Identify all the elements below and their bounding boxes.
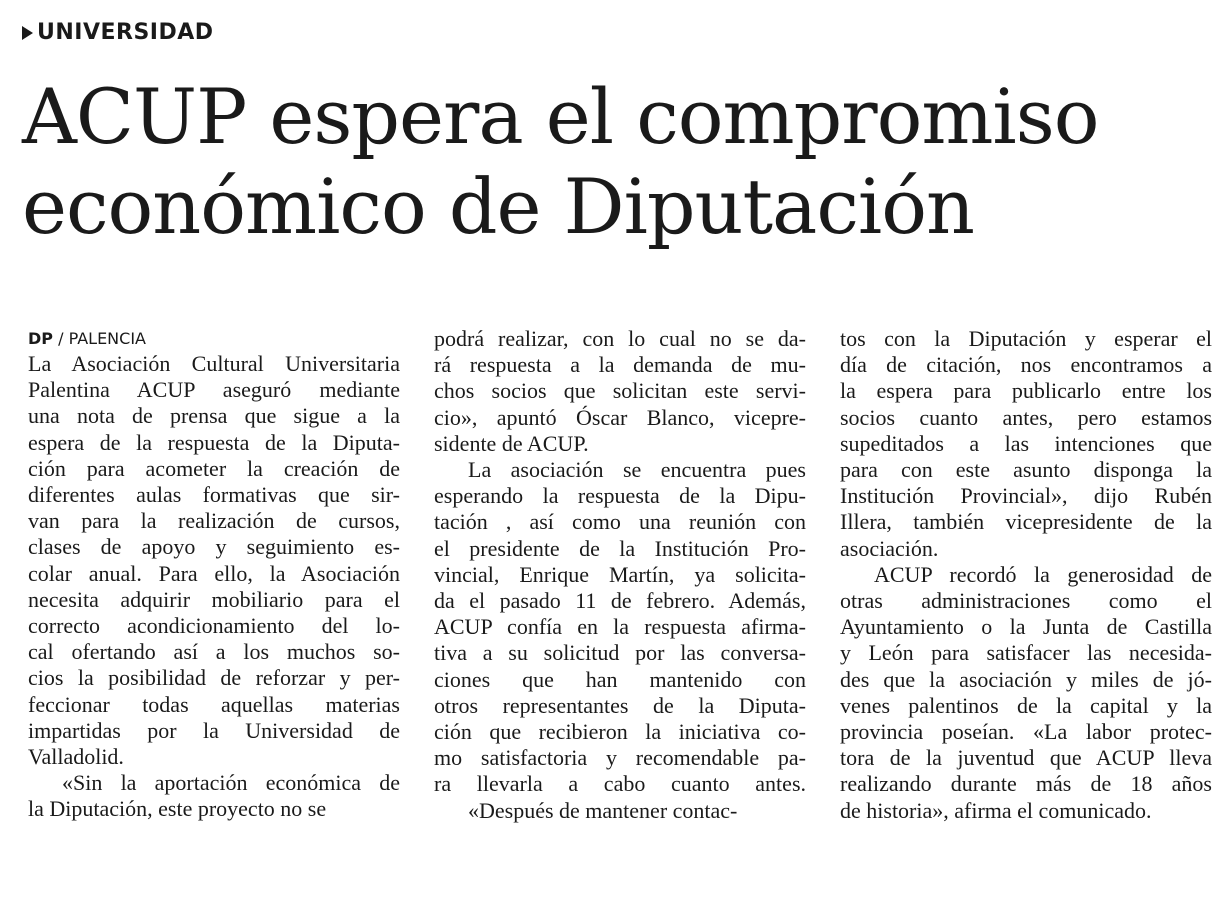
text-line: podrá realizar, con lo cual no se da-	[434, 326, 806, 351]
text-line: da el pasado 11 de febrero. Además,	[434, 588, 806, 614]
column-2-text	[434, 326, 806, 824]
text-line: feccionar todas aquellas materias	[28, 691, 400, 717]
text-line: rá respuesta a la demanda de mu-	[434, 352, 806, 378]
text-line: espera de la respuesta de la Diputa-	[28, 429, 400, 455]
text-line: asociación.	[840, 535, 939, 561]
headline-line-1: ACUP espera el compromiso	[22, 72, 1099, 161]
column-2	[434, 326, 806, 824]
text-line: cios la posibilidad de reforzar y per-	[28, 665, 400, 691]
text-line: tiva a su solicitud por las conversa-	[434, 640, 806, 666]
byline-agency: DP	[28, 329, 54, 348]
text-line: para con este asunto disponga la	[840, 457, 1212, 483]
headline	[22, 72, 1212, 252]
text-line: una nota de prensa que sigue a la	[28, 403, 400, 429]
headline-line-2: económico de Diputación	[22, 162, 974, 251]
text-line: y León para satisfacer las necesida-	[840, 640, 1212, 666]
text-line: la Diputación, este proyecto no se	[28, 796, 327, 822]
text-line: La Asociación Cultural Universitaria	[28, 351, 400, 376]
column-1	[28, 326, 400, 824]
text-line: chos socios que solicitan este servi-	[434, 378, 806, 404]
text-line: colar anual. Para ello, la Asociación	[28, 560, 400, 586]
column-1-text	[28, 351, 400, 823]
text-line: «Después de mantener contac-	[468, 797, 738, 823]
text-line: de historia», afirma el comunicado.	[840, 797, 1152, 823]
text-line: ción para acometer la creación de	[28, 455, 400, 481]
text-line: Valladolid.	[28, 744, 124, 770]
section-label: UNIVERSIDAD	[37, 20, 214, 45]
section-tag	[22, 20, 214, 45]
text-line: día de citación, nos encontramos a	[840, 352, 1212, 378]
byline-location: PALENCIA	[68, 329, 146, 348]
text-line: des que la asociación y miles de jó-	[840, 666, 1212, 692]
text-line: vincial, Enrique Martín, ya solicita-	[434, 561, 806, 587]
text-line: otros representantes de la Diputa-	[434, 692, 806, 718]
text-line: Palentina ACUP aseguró mediante	[28, 377, 400, 403]
text-line: tos con la Diputación y esperar el	[840, 326, 1212, 351]
text-line: ra llevarla a cabo cuanto antes.	[434, 771, 806, 797]
text-line: venes palentinos de la capital y la	[840, 692, 1212, 718]
text-line: esperando la respuesta de la Dipu-	[434, 483, 806, 509]
text-line: sidente de ACUP.	[434, 430, 589, 456]
text-line: supeditados a las intenciones que	[840, 430, 1212, 456]
column-3	[840, 326, 1212, 824]
text-line: Institución Provincial», dijo Rubén	[840, 483, 1212, 509]
text-line: Illera, también vicepresidente de la	[840, 509, 1212, 535]
text-line: necesita adquirir mobiliario para el	[28, 586, 400, 612]
text-line: tora de la juventud que ACUP lleva	[840, 745, 1212, 771]
text-line: correcto acondicionamiento del lo-	[28, 613, 400, 639]
text-line: La asociación se encuentra pues	[468, 457, 806, 483]
text-line: otras administraciones como el	[840, 588, 1212, 614]
text-line: cal ofertando así a los muchos so-	[28, 639, 400, 665]
column-3-text	[840, 326, 1212, 824]
text-line: ción que recibieron la iniciativa co-	[434, 719, 806, 745]
text-line: clases de apoyo y seguimiento es-	[28, 534, 400, 560]
article-body	[28, 326, 1213, 824]
text-line: ciones que han mantenido con	[434, 666, 806, 692]
text-line: cio», apuntó Óscar Blanco, vicepre-	[434, 404, 806, 430]
section-arrow-icon	[22, 26, 33, 40]
text-line: ACUP confía en la respuesta afirma-	[434, 614, 806, 640]
text-line: realizando durante más de 18 años	[840, 771, 1212, 797]
text-line: Ayuntamiento o la Junta de Castilla	[840, 614, 1212, 640]
text-line: tación , así como una reunión con	[434, 509, 806, 535]
text-line: «Sin la aportación económica de	[62, 770, 400, 796]
text-line: el presidente de la Institución Pro-	[434, 535, 806, 561]
text-line: impartidas por la Universidad de	[28, 717, 400, 743]
text-line: diferentes aulas formativas que sir-	[28, 482, 400, 508]
byline-separator: /	[53, 329, 69, 348]
byline	[28, 327, 400, 351]
text-line: la espera para publicarlo entre los	[840, 378, 1212, 404]
text-line: ACUP recordó la generosidad de	[874, 561, 1212, 587]
text-line: provincia poseían. «La labor protec-	[840, 719, 1212, 745]
text-line: van para la realización de cursos,	[28, 508, 400, 534]
text-line: mo satisfactoria y recomendable pa-	[434, 745, 806, 771]
text-line: socios cuanto antes, pero estamos	[840, 404, 1212, 430]
